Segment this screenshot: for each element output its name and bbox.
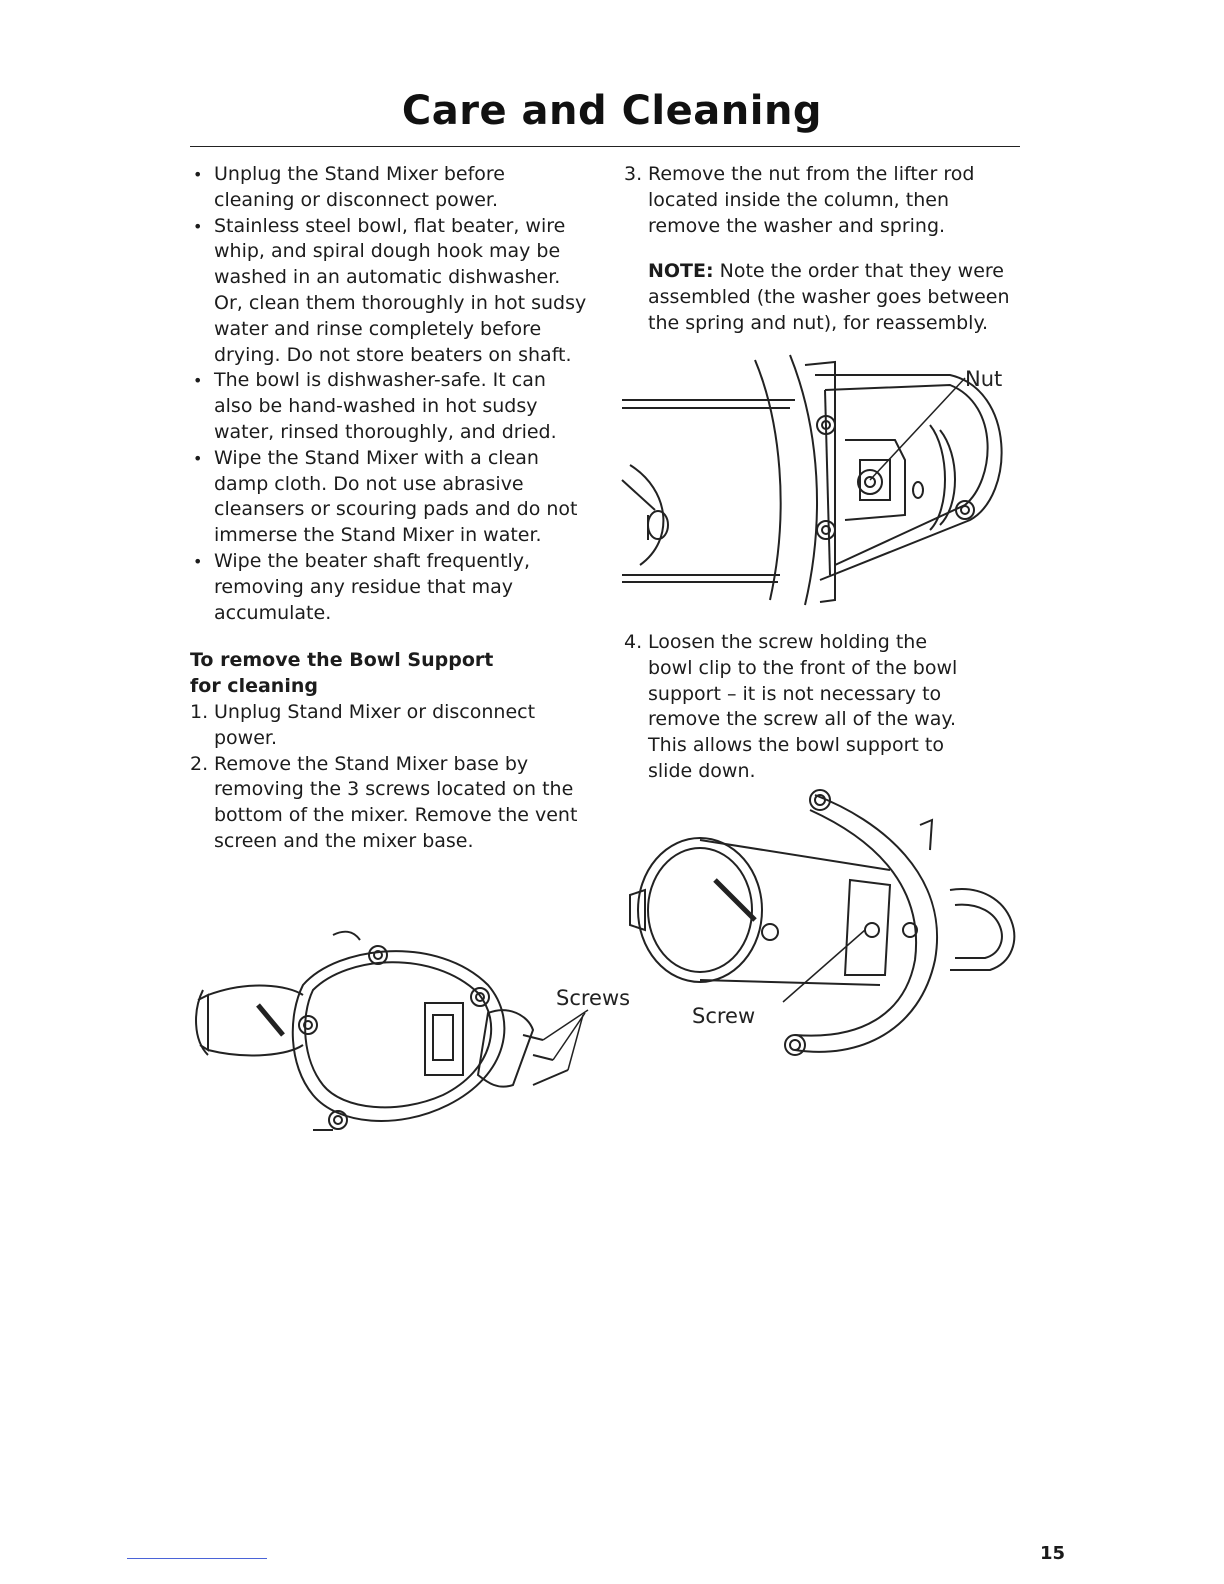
note-label: NOTE: [648,260,714,283]
bullet-item: • Stainless steel bowl, flat beater, wire whip, and spiral dough hook may be washed in an automatic dishwasher. Or, clean them thoroughly in hot sudsy water and rinse completely before drying. Do not store beaters on shaft. [190,214,590,369]
step-number: 1. [190,700,209,723]
step-item [190,700,590,752]
title-rule [190,146,1020,147]
page-title: Care and Cleaning [401,88,823,134]
step-text: Loosen the screw holding the bowl clip to the front of the bowl support – it is not necessary to remove the screw all of the way. This allows the bowl support to slide down. [648,631,958,782]
step-item [190,752,590,855]
nut-label: Nut [965,367,1003,391]
bullet-item: • Wipe the beater shaft frequently, removing any residue that may accumulate. [190,549,590,626]
note-text: Note the order that they were assembled (the washer goes between the spring and nut), for reassembly. [648,260,1010,334]
screw-label: Screw [692,1004,756,1028]
footer-line [127,1558,267,1559]
step-4-block [624,630,964,785]
bowl-support-illustration [620,780,1030,1080]
step-4-list [624,630,964,785]
page-number: 15 [1040,1543,1066,1564]
bullet-item: • Unplug the Stand Mixer before cleaning or disconnect power. [190,162,590,214]
left-column [190,162,590,855]
step-number: 4. [624,631,643,653]
step-number: 2. [190,752,209,775]
mixer-base-illustration [188,925,608,1140]
right-column [624,162,1024,337]
step-text: Remove the Stand Mixer base by removing the 3 screws located on the bottom of the mixer. Remove the vent screen and the mixer base. [214,752,578,852]
bowl-support-subheading: To remove the Bowl Support for cleaning [190,649,494,698]
step-number: 3. [624,163,643,185]
bowl-support-steps [190,700,590,855]
step-text: Remove the nut from the lifter rod located inside the column, then remove the washer and spring. [648,163,975,237]
nut-illustration [620,350,1010,610]
screws-label: Screws [556,986,631,1010]
bullet-item: • The bowl is dishwasher-safe. It can also be hand-washed in hot sudsy water, rinsed thoroughly, and dried. [190,368,590,445]
step-text: Unplug Stand Mixer or disconnect power. [214,700,536,749]
step-item [624,630,964,785]
note-paragraph [624,259,1024,336]
step-item [624,162,1024,239]
bullet-item: • Wipe the Stand Mixer with a clean damp cloth. Do not use abrasive cleansers or scouring pads and do not immerse the Stand Mixer in water. [190,446,590,549]
cleaning-bullet-list [190,162,590,626]
step-3-list [624,162,1024,239]
